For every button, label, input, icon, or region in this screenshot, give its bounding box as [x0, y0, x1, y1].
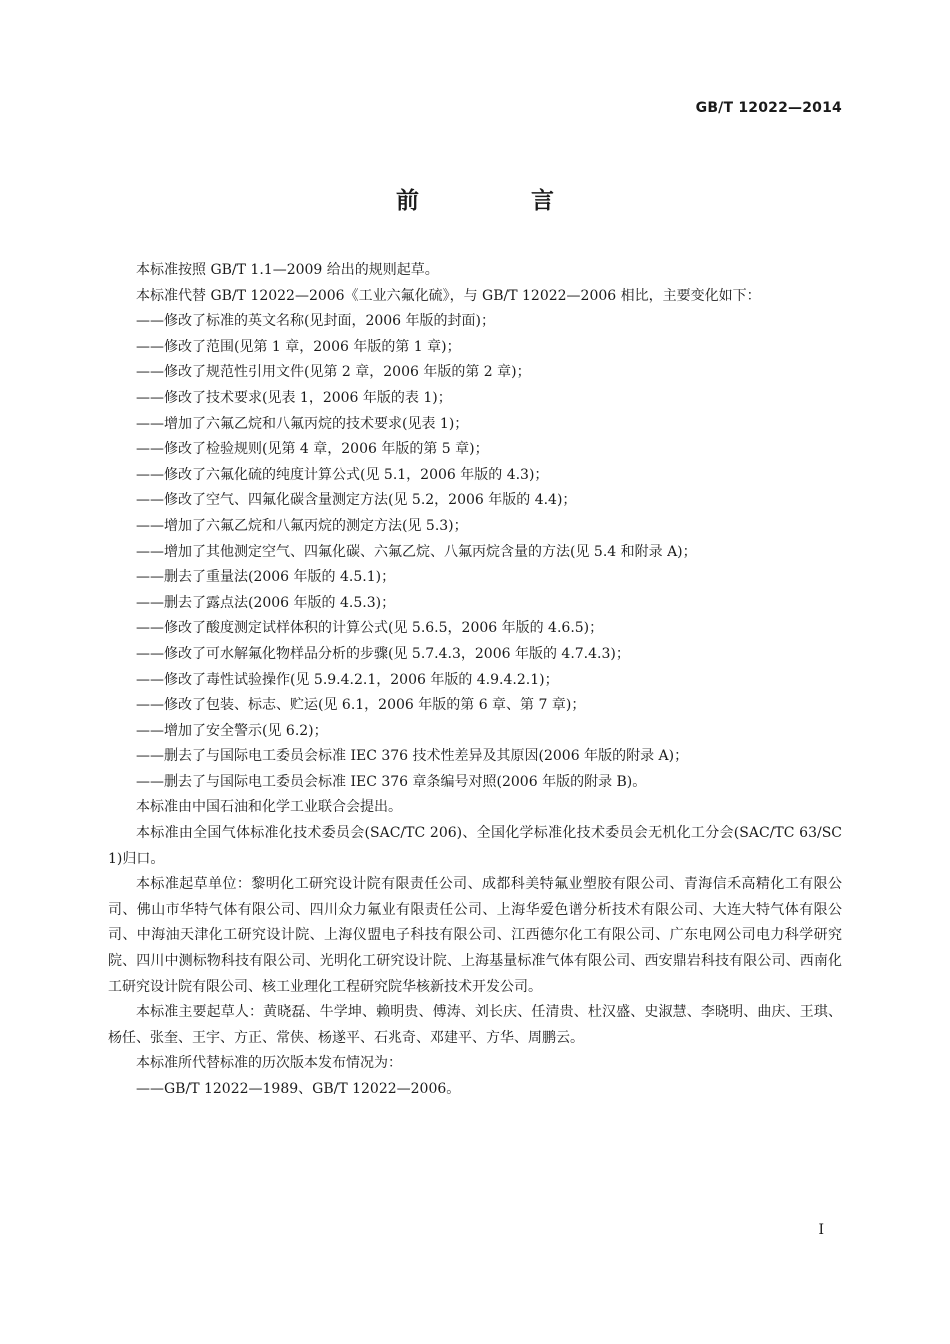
- change-item: ——增加了其他测定空气、四氟化碳、六氟乙烷、八氟丙烷含量的方法(见 5.4 和附录 A)；: [136, 543, 697, 560]
- change-item: ——修改了技术要求(见表 1，2006 年版的表 1)；: [136, 389, 452, 406]
- change-item: ——增加了六氟乙烷和八氟丙烷的技术要求(见表 1)；: [136, 415, 469, 432]
- change-item: ——修改了六氟化硫的纯度计算公式(见 5.1，2006 年版的 4.3)；: [136, 466, 549, 483]
- change-item: ——修改了范围(见第 1 章，2006 年版的第 1 章)；: [136, 338, 461, 355]
- change-item: ——修改了检验规则(见第 4 章，2006 年版的第 5 章)；: [136, 441, 489, 458]
- page-title: 前 言: [395, 188, 606, 214]
- standard-number: GB/T 12022—2014: [695, 100, 842, 116]
- body-paragraph: 本标准所代替标准的历次版本发布情况为：: [136, 1055, 402, 1072]
- change-item: ——修改了规范性引用文件(见第 2 章，2006 年版的第 2 章)；: [136, 364, 531, 381]
- document-body: [108, 258, 842, 1103]
- change-item: ——修改了空气、四氟化碳含量测定方法(见 5.2，2006 年版的 4.4)；: [136, 492, 577, 509]
- page-number: I: [818, 1222, 824, 1238]
- body-paragraph: 本标准由中国石油和化学工业联合会提出。: [136, 799, 402, 816]
- change-item: ——修改了毒性试验操作(见 5.9.4.2.1，2006 年版的 4.9.4.2.1)；: [136, 671, 559, 688]
- body-paragraph: 本标准起草单位：黎明化工研究设计院有限责任公司、成都科美特氟业塑胶有限公司、青海信禾高精化工有限公司、佛山市华特气体有限公司、四川众力氟业有限责任公司、上海华爱色谱分析技术有限公司、大连大特气体有限公司、中海油天津化工研究设计院、上海仪盟电子科技有限公司、江西德尔化工有限公司、广东电网公司电力科学研究院、四川中测标物科技有限公司、光明化工研究设计院、上海基量标准气体有限公司、西安鼎岩科技有限公司、西南化工研究设计院有限公司、核工业理化工程研究院华核新技术开发公司。: [108, 876, 842, 995]
- change-item: ——增加了安全警示(见 6.2)；: [136, 722, 328, 739]
- change-item: ——删去了重量法(2006 年版的 4.5.1)；: [136, 569, 396, 586]
- change-item: ——删去了与国际电工委员会标准 IEC 376 技术性差异及其原因(2006 年版的附录 A)；: [136, 748, 689, 765]
- change-item: ——修改了可水解氟化物样品分析的步骤(见 5.7.4.3，2006 年版的 4.7.4.3)；: [136, 645, 630, 662]
- change-item: ——修改了包装、标志、贮运(见 6.1，2006 年版的第 6 章、第 7 章)；: [136, 697, 586, 714]
- change-item: ——删去了与国际电工委员会标准 IEC 376 章条编号对照(2006 年版的附录 B)。: [136, 773, 647, 790]
- intro-paragraph: 本标准代替 GB/T 12022—2006《工业六氟化硫》，与 GB/T 12022—2006 相比，主要变化如下：: [136, 287, 761, 304]
- history-item: ——GB/T 12022—1989、GB/T 12022—2006。: [136, 1081, 461, 1097]
- change-item: ——修改了标准的英文名称(见封面，2006 年版的封面)；: [136, 313, 496, 330]
- change-item: ——删去了露点法(2006 年版的 4.5.3)；: [136, 594, 396, 611]
- body-paragraph: 本标准由全国气体标准化技术委员会(SAC/TC 206)、全国化学标准化技术委员会无机化工分会(SAC/TC 63/SC 1)归口。: [108, 825, 842, 867]
- change-item: ——修改了酸度测定试样体积的计算公式(见 5.6.5，2006 年版的 4.6.5)；: [136, 620, 604, 637]
- change-item: ——增加了六氟乙烷和八氟丙烷的测定方法(见 5.3)；: [136, 517, 468, 534]
- intro-paragraph: 本标准按照 GB/T 1.1—2009 给出的规则起草。: [136, 262, 439, 278]
- body-paragraph: 本标准主要起草人：黄晓磊、牛学坤、赖明贵、傅涛、刘长庆、任清贵、杜汉盛、史淑慧、李晓明、曲庆、王琪、杨任、张奎、王宇、方正、常侠、杨遂平、石兆奇、邓建平、方华、周鹏云。: [108, 1004, 842, 1046]
